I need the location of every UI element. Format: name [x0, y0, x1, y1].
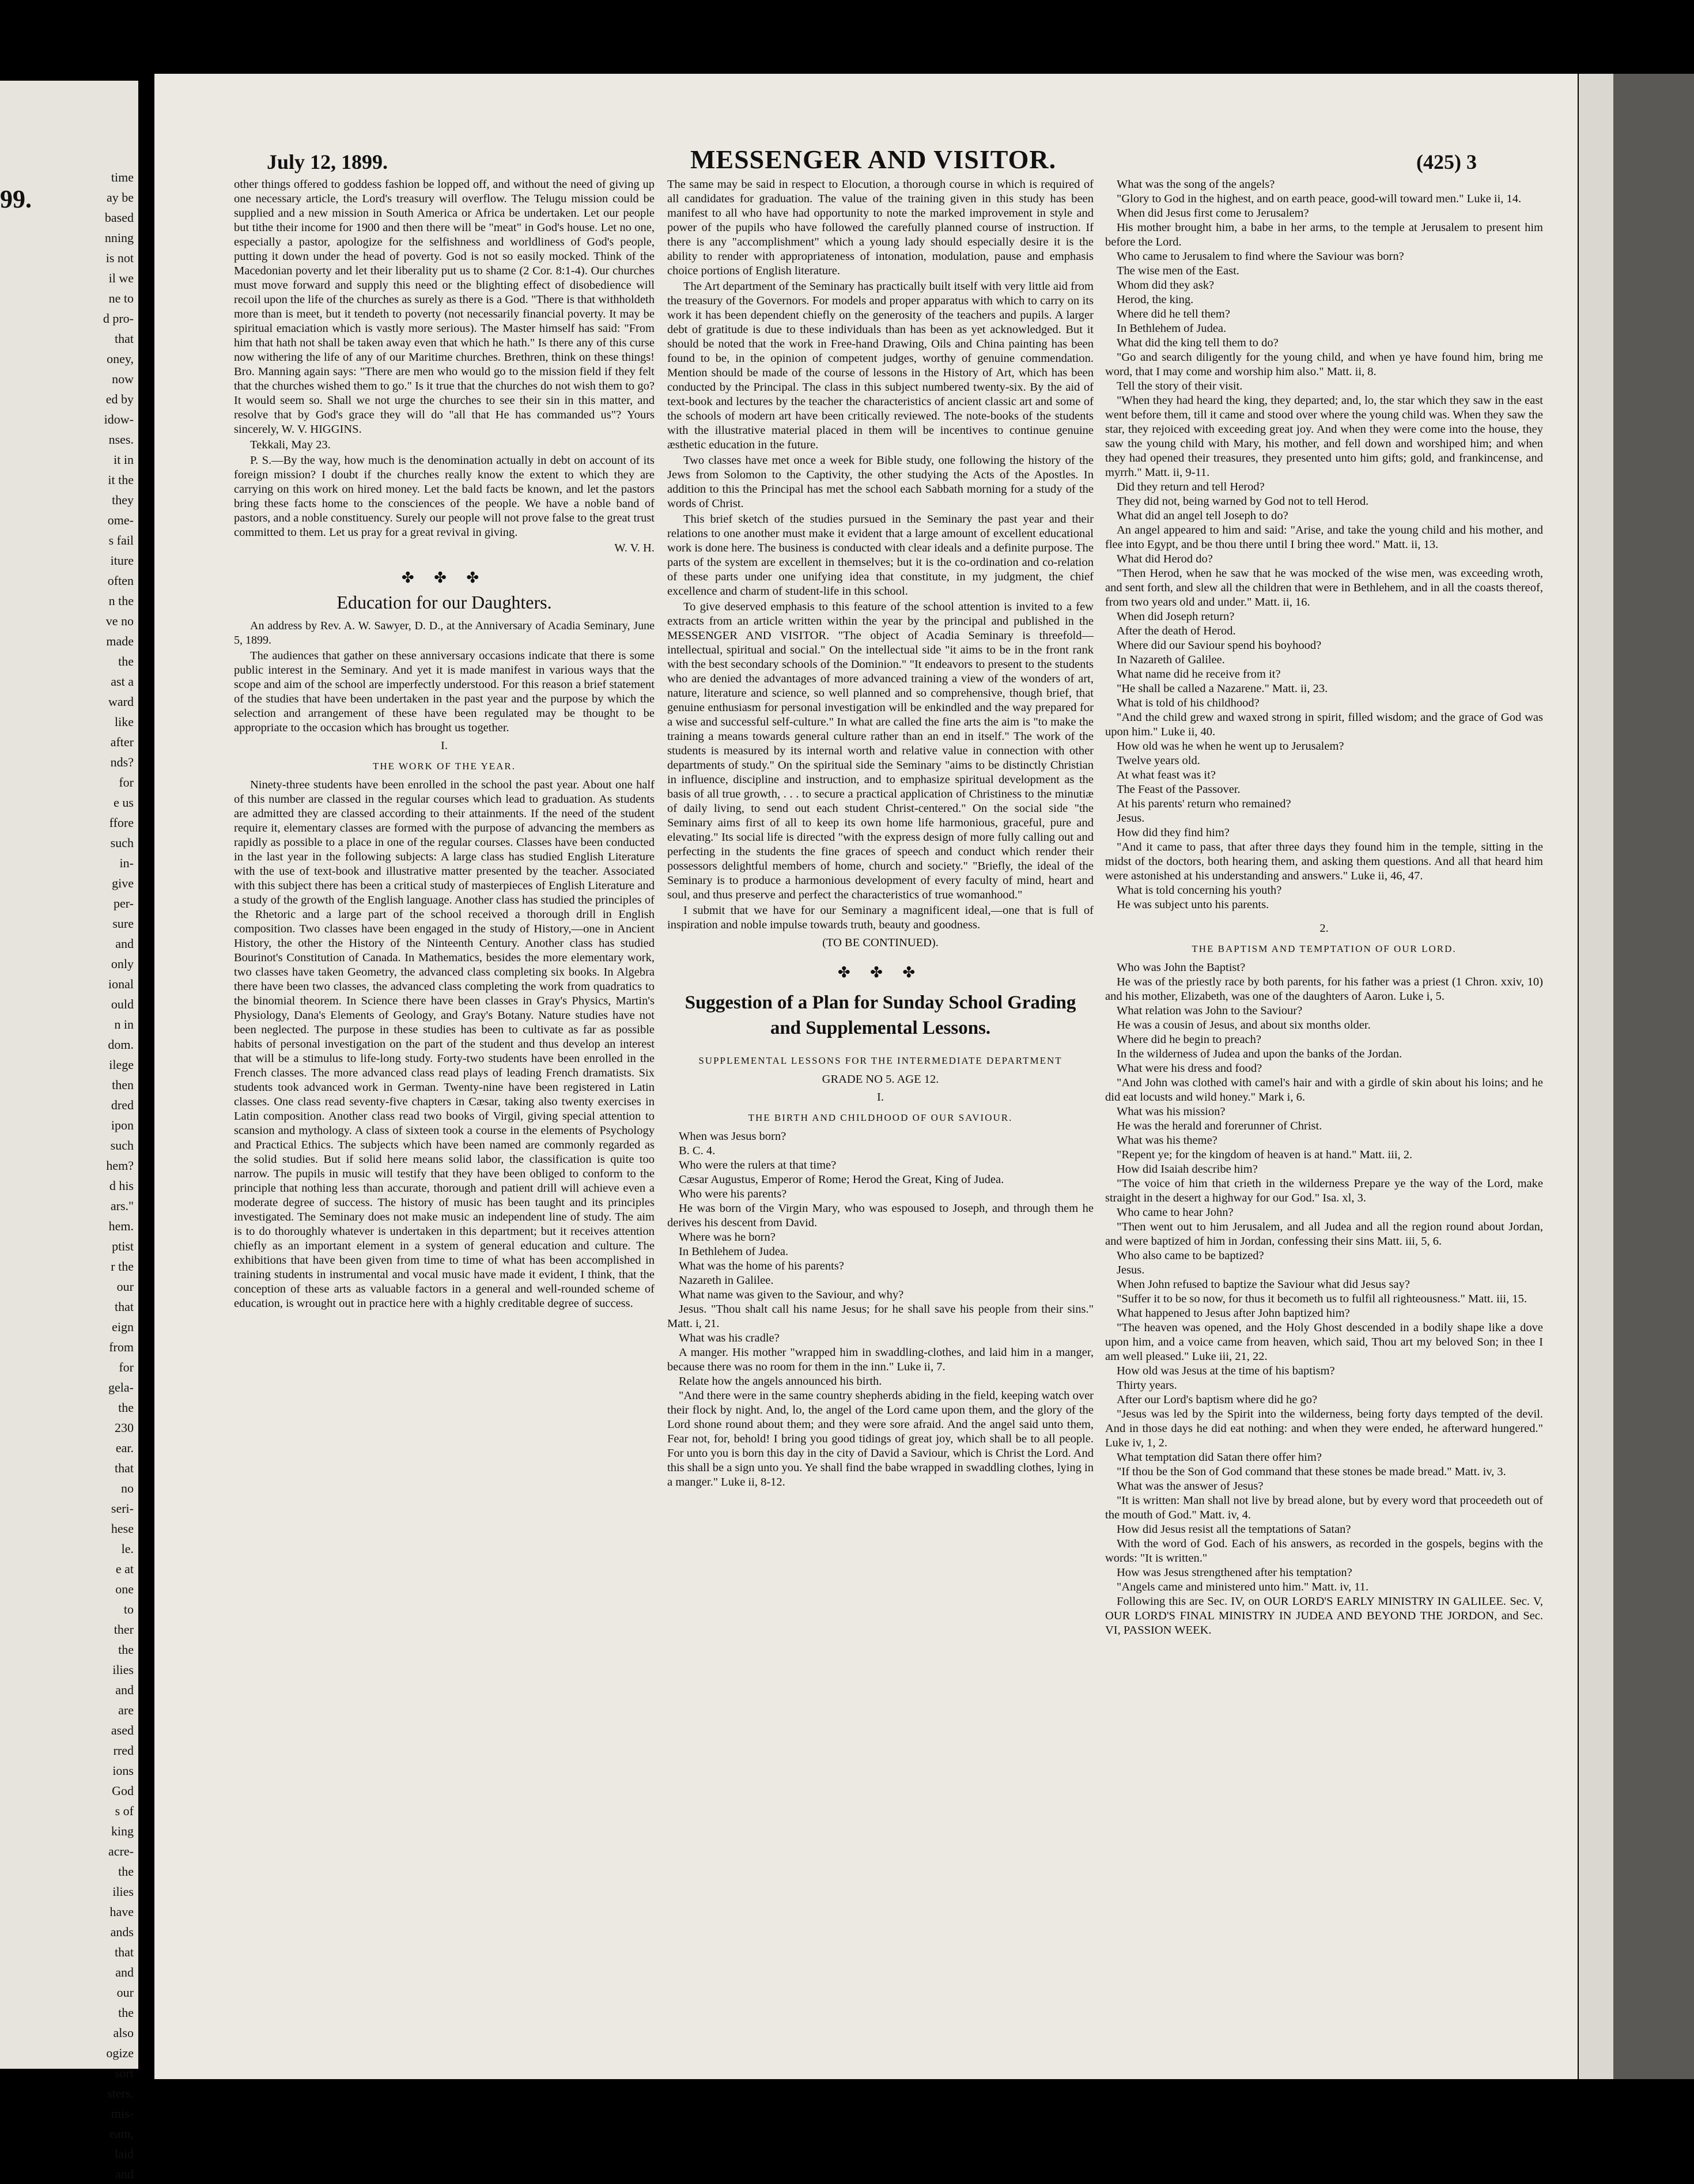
qa-line: Jesus. "Thou shalt call his name Jesus; for he shall save his people from their sins." Matt. i, 21.: [667, 1303, 1094, 1330]
qa-line: How old was Jesus at the time of his baptism?: [1117, 1365, 1335, 1377]
previous-page-line: king: [111, 1824, 134, 1838]
qa-line: Thirty years.: [1117, 1379, 1177, 1392]
qa-line: With the word of God. Each of his answers, as recorded in the gospels, begins with the words: "It is written.": [1105, 1537, 1543, 1565]
previous-page-line: s fail: [108, 533, 134, 547]
previous-page-line: n the: [108, 594, 134, 608]
qa-line: How old was he when he went up to Jerusalem?: [1117, 740, 1344, 753]
previous-page-line: ay be: [106, 190, 134, 205]
qa-line: Jesus.: [1117, 1264, 1145, 1276]
previous-page-line: such: [110, 1138, 134, 1153]
qa-line: Where did our Saviour spend his boyhood?: [1117, 639, 1322, 652]
previous-page-line: made: [106, 634, 134, 648]
previous-page-line: laid: [115, 2147, 134, 2161]
lesson-title: THE BAPTISM AND TEMPTATION OF OUR LORD.: [1192, 943, 1457, 954]
qa-line: What was the home of his parents?: [679, 1260, 844, 1272]
previous-page-line: such: [110, 836, 134, 850]
qa-line: "When they had heard the king, they departed; and, lo, the star which they saw in the east went before them, till it came and stood over where the young child was. When they saw the star, they rejoiced with exceeding great joy. And when they were come into the house, they saw the young child with Mary, his mother, and fell down and worshiped him; and when they had opened their treasures, they presented unto him gifts; gold, and frankincense, and myrrh." Matt. ii, 9-11.: [1105, 394, 1543, 479]
paragraph: The same may be said in respect to Elocution, a thorough course in which is required of all candidates for graduation. The value of the training given in this study has been manifest to all who have had opportunity to note the marked improvement in style and power of the pupils who have followed the carefully planned course of instruction. If there is any "accomplishment" which a young lady should especially desire it is the ability to render with appropriateness of intonation, modulation, pause and emphasis choice portions of English literature.: [667, 178, 1094, 277]
qa-line: Where did he begin to preach?: [1117, 1033, 1262, 1046]
qa-line: After our Lord's baptism where did he go?: [1117, 1393, 1318, 1406]
qa-line: "If thou be the Son of God command that these stones be made bread." Matt. iv, 3.: [1117, 1465, 1506, 1478]
lesson-number: 2.: [1319, 922, 1329, 935]
qa-line: In Bethlehem of Judea.: [1117, 322, 1227, 335]
previous-page-line: it the: [108, 473, 134, 487]
qa-line: When did Jesus first come to Jerusalem?: [1117, 207, 1309, 220]
qa-line: Relate how the angels announced his birth.: [679, 1375, 882, 1388]
previous-page-line: dom.: [108, 1037, 134, 1052]
qa-line: A manger. His mother "wrapped him in swaddling-clothes, and laid him in a manger, because there was no room for them in the inn." Luke ii, 7.: [667, 1346, 1094, 1373]
previous-page-line: for: [119, 1360, 134, 1374]
previous-page-line: per-: [114, 896, 134, 910]
previous-page-line: for: [119, 775, 134, 789]
qa-line: How was Jesus strengthened after his temptation?: [1117, 1566, 1352, 1579]
previous-page-line: ome-: [107, 513, 134, 527]
letter-place-date: Tekkali, May 23.: [250, 439, 331, 451]
grade-line: GRADE NO 5. AGE 12.: [822, 1073, 939, 1086]
previous-page-line: idow-: [104, 412, 134, 426]
previous-page-line: oney,: [107, 352, 134, 366]
qa-line: What did an angel tell Joseph to do?: [1117, 509, 1288, 522]
previous-page-line: hem.: [108, 1219, 134, 1233]
previous-page-line: ional: [108, 977, 134, 991]
paragraph: This brief sketch of the studies pursued in the Seminary the past year and their relations to one another must make it evident that a large amount of excellent educational work is done here. The business is conducted with clear ideals and a definite purpose. The parts of the system are excellent in themselves; but it is the co-ordination and co-relation of these parts under one unifying idea that constitute, in my judgment, the chief excellence and charm of student-life in this school.: [667, 513, 1094, 598]
column-2: [667, 177, 1094, 1490]
previous-page-line: our: [116, 1985, 134, 2000]
paragraph: Two classes have met once a week for Bible study, one following the history of the Jews from Solomon to the Captivity, the other studying the Acts of the Apostles. In addition to this the Principal has met the school each Sabbath morning for a study of the words of Christ.: [667, 454, 1094, 510]
previous-page-line: have: [109, 1905, 134, 1919]
qa-line: He was of the priestly race by both parents, for his father was a priest (1 Chron. xxiv, 10) and his mother, Elizabeth, was one of the daughters of Aaron. Luke i, 5.: [1105, 976, 1543, 1003]
qa-line: Herod, the king.: [1117, 293, 1194, 306]
column-1: [234, 177, 655, 1312]
previous-page-line: ptist: [112, 1239, 134, 1253]
qa-line: He was the herald and forerunner of Christ.: [1117, 1120, 1322, 1132]
newspaper-page: [154, 74, 1578, 2079]
qa-line: What relation was John to the Saviour?: [1117, 1004, 1303, 1017]
qa-line: "Suffer it to be so now, for thus it becometh us to fulfil all righteousness." Matt. iii, 15.: [1117, 1293, 1527, 1305]
previous-page-line: ipon: [111, 1118, 134, 1132]
section-divider: ✤ ✤ ✤: [837, 964, 924, 981]
qa-line: "And John was clothed with camel's hair and with a girdle of skin about his loins; and he did eat locusts and wild honey." Mark i, 6.: [1105, 1076, 1543, 1104]
postscript-signature: W. V. H.: [614, 542, 655, 554]
previous-page-line: hem?: [106, 1158, 134, 1173]
qa-line: In the wilderness of Judea and upon the banks of the Jordan.: [1117, 1048, 1402, 1060]
previous-page-line: d pro-: [103, 311, 134, 326]
qa-line: An angel appeared to him and said: "Arise, and take the young child and his mother, and flee into Egypt, and be thou there until I bring thee word." Matt. ii, 13.: [1105, 524, 1543, 551]
qa-line: "Jesus was led by the Spirit into the wilderness, being forty days tempted of the devil. And in those days he did eat nothing: and when they were ended, he afterward hungered." Luke iv, 1, 2.: [1105, 1408, 1543, 1449]
qa-line: What was the answer of Jesus?: [1117, 1480, 1264, 1492]
previous-page-line: il we: [108, 271, 134, 285]
qa-line: "Glory to God in the highest, and on earth peace, good-will toward men." Luke ii, 14.: [1117, 192, 1522, 205]
previous-page-line: ve no: [105, 614, 134, 628]
previous-page-line: iture: [110, 553, 134, 568]
previous-page-line: it in: [114, 452, 134, 467]
previous-page-line: and: [115, 936, 134, 951]
previous-page-line: the: [118, 1400, 134, 1415]
previous-page-line: nds?: [110, 755, 134, 769]
qa-line: "The voice of him that crieth in the wilderness Prepare ye the way of the Lord, make straight in the desert a highway for our God." Isa. xl, 3.: [1105, 1177, 1543, 1204]
qa-line: In Nazareth of Galilee.: [1117, 653, 1225, 666]
article-headline: Education for our Daughters.: [336, 592, 552, 613]
qa-line: The wise men of the East.: [1117, 265, 1239, 277]
qa-line: His mother brought him, a babe in her arms, to the temple at Jerusalem to present him before the Lord.: [1105, 221, 1543, 248]
to-be-continued: (TO BE CONTINUED).: [822, 936, 939, 949]
previous-page-line: ilege: [109, 1057, 134, 1072]
previous-page-line: sort: [115, 2066, 134, 2080]
qa-line: When John refused to baptize the Saviour what did Jesus say?: [1117, 1278, 1410, 1291]
paragraph: I submit that we have for our Seminary a magnificent ideal,—one that is full of inspiration and noble impulse towards truth, beauty and goodness.: [667, 904, 1094, 931]
previous-page-line: rred: [113, 1743, 134, 1758]
article-body: Ninety-three students have been enrolled in the school the past year. About one half of this number are classed in the regular courses which lead to graduation. As students are admitted they are classed according to their attainments. If the need of the student require it, elementary classes are formed with the purpose of advancing the members as rapidly as possible to a place in one of the regular courses. Classes have been conducted in the last year in the following subjects: A large class has studied English Literature with the use of text-book and illustrative matter presented by the teacher. Associated with this subject there has been a critical study of masterpieces of English Literature and a study of the growth of the English language. Another class has studied the principles of the Rhetoric and a large part of the school received a thorough drill in English composition. Two classes have been engaged in the study of History,—one in Ancient History, the other the History of the Ninteenth Century. Another class has studied Bourinot's Constitution of Canada. In Mathematics, besides the more elementary work, two classes have taken Geometry, the advanced class completing six books. In Algebra there have been two classes, the advanced class completing the work from quadratics to the binomial theorem. In Science there have been classes in Gray's Physics, Martin's Physiology, Dana's Elements of Geology, and Gray's Botany. Nature studies have not been neglected. The purpose in these studies has been to cultivate as far as possible habits of personal investigation on the part of the student and thus develop an interest that will be a stimulus to life-long study. Forty-two students have been enrolled in the French classes. The more advanced class read plays of leading French dramatists. Six students took advanced work in German. Twenty-nine have been registered in Latin classes. One class read seventy-five chapters in Cæsar, taking also twenty exercises in Latin composition. Another class read two books of Virgil, giving special attention to scansion and mythology. A class of sixteen took a course in the elements of Psychology and Practical Ethics. The subjects which have been named are commonly regarded as the solid studies. But if solid here means solid labor, the classification is quite too narrow. The pupils in music will testify that they have been obliged to conform to the principle that nothing less than accurate, thorough and patient drill will achieve even a moderate degree of success. The history of music has been taught and its principles investigated. The Seminary does not make music an independent line of study. The aim is to do thoroughly whatever is undertaken in this department; but it receives attention chiefly as an important element in a system of general education and culture. The exhibitions that have been given from time to time of what has been accomplished in training students in instrumental and vocal music have made it evident, I think, that the conception of these arts as valuable factors in a general and well-rounded scheme of education, is wrought out in practice here with a highly creditable degree of success.: [234, 779, 655, 1310]
qa-line: What were his dress and food?: [1117, 1062, 1262, 1075]
qa-line: He was subject unto his parents.: [1117, 898, 1269, 911]
column-3: [1105, 177, 1543, 1638]
previous-page-line: seri-: [111, 1501, 134, 1516]
article-subhead: SUPPLEMENTAL LESSONS FOR THE INTERMEDIATE DEPARTMENT: [698, 1055, 1062, 1066]
previous-page-line: ed by: [105, 392, 134, 406]
previous-page-line: ear.: [115, 1441, 134, 1455]
previous-page-line: n in: [114, 1017, 134, 1031]
previous-page-line: r the: [111, 1259, 134, 1274]
qa-line: How did Isaiah describe him?: [1117, 1163, 1258, 1176]
previous-page-line: mis-: [111, 2106, 134, 2121]
previous-page-line: d his: [109, 1178, 134, 1193]
qa-line: "And the child grew and waxed strong in spirit, filled wisdom; and the grace of God was upon him." Luke ii, 40.: [1105, 711, 1543, 738]
previous-page-line: no: [121, 1481, 134, 1495]
question-answer-list: [1105, 177, 1543, 912]
question-answer-list: [1105, 961, 1543, 1638]
previous-page-line: ions: [112, 1763, 134, 1778]
qa-line: "The heaven was opened, and the Holy Ghost descended in a bodily shape like a dove upon him, and a voice came from heaven, which said, Thou art my beloved Son; in thee I am well pleased." Luke iii, 21, 22.: [1105, 1321, 1543, 1363]
previous-page-line: are: [118, 1703, 134, 1717]
article-headline: Suggestion of a Plan for Sunday School Grading and Supplemental Lessons.: [685, 992, 1076, 1038]
previous-page-line: ne to: [108, 291, 134, 305]
qa-line: Following this are Sec. IV, on OUR LORD'S EARLY MINISTRY IN GALILEE. Sec. V, OUR LORD'S FINAL MINISTRY IN JUDEA AND BEYOND THE JORDON, and Sec. VI, PASSION WEEK.: [1105, 1595, 1543, 1637]
previous-page-line: ast a: [111, 674, 134, 689]
section-number: I.: [441, 739, 448, 752]
previous-page-line: that: [115, 1299, 134, 1314]
previous-page-line: the: [118, 2005, 134, 2020]
qa-line: Nazareth in Galilee.: [679, 1274, 774, 1287]
previous-page-line: eam,: [109, 2126, 134, 2141]
previous-page-line: and: [115, 1683, 134, 1697]
qa-line: Twelve years old.: [1117, 754, 1200, 767]
qa-line: In Bethlehem of Judea.: [679, 1245, 789, 1258]
qa-line: How did they find him?: [1117, 826, 1230, 839]
qa-line: "It is written: Man shall not live by bread alone, but by every word that proceedeth out of the mouth of God." Matt. iv, 4.: [1105, 1494, 1543, 1521]
previous-page-line: our: [116, 1279, 134, 1294]
previous-page-line: after: [110, 735, 134, 749]
previous-page-line: ward: [108, 694, 134, 709]
lesson-title: THE BIRTH AND CHILDHOOD OF OUR SAVIOUR.: [748, 1112, 1013, 1123]
previous-page-line: often: [107, 573, 134, 588]
previous-page-line: give: [112, 876, 134, 890]
previous-page-line: dred: [111, 1098, 134, 1112]
previous-page-line-ends: [103, 167, 134, 2184]
previous-page-line: nses.: [108, 432, 134, 447]
qa-line: How did Jesus resist all the temptations of Satan?: [1117, 1523, 1351, 1536]
qa-line: What was his mission?: [1117, 1105, 1226, 1118]
previous-page-line: ased: [111, 1723, 134, 1737]
previous-page-line: s of: [115, 1804, 134, 1818]
qa-line: Where was he born?: [679, 1231, 776, 1244]
qa-line: When was Jesus born?: [679, 1130, 786, 1143]
qa-line: When did Joseph return?: [1117, 610, 1235, 623]
section-title: THE WORK OF THE YEAR.: [372, 761, 516, 772]
postscript: P. S.—By the way, how much is the denomination actually in debt on account of its foreign mission? I doubt if the churches really know the extent to which they are carrying on this work on hired money. Let the bald facts be known, and let the pastors bring these facts home to the consciences of the people. We have a noble band of pastors, and a noble constituency. Surely our people will not prove false to the great trust committed to them. Let us pray for a great revival in giving.: [234, 454, 655, 539]
previous-page-line: ands: [110, 1925, 134, 1939]
qa-line: Who came to hear John?: [1117, 1206, 1234, 1219]
article-intro: The audiences that gather on these anniversary occasions indicate that there is some public interest in the Seminary. And yet it is made manifest in various ways that the scope and aim of the school are imperfectly understood. For this reason a brief statement of the studies that have been undertaken in the past year and the purpose by which the selection and arrangement of these have been regulated may be thought to be appropriate to the occasion which has brought us together.: [234, 649, 655, 734]
qa-line: Who were his parents?: [679, 1188, 787, 1200]
question-answer-list: [667, 1129, 1094, 1490]
qa-line: At what feast was it?: [1117, 769, 1216, 781]
previous-page-number: 99.: [0, 185, 32, 213]
previous-page-line: eign: [112, 1320, 134, 1334]
previous-page-line: is not: [105, 251, 134, 265]
qa-line: B. C. 4.: [679, 1144, 716, 1157]
previous-page-line: and: [115, 2167, 134, 2181]
qa-line: "Repent ye; for the kingdom of heaven is at hand." Matt. iii, 2.: [1117, 1148, 1413, 1161]
section-divider: ✤ ✤ ✤: [401, 569, 487, 586]
qa-line: Who was John the Baptist?: [1117, 961, 1246, 974]
previous-page-line: ogize: [106, 2046, 134, 2060]
previous-page-line: the: [118, 1864, 134, 1879]
previous-page-line: that: [115, 1945, 134, 1959]
previous-page-line: the: [118, 654, 134, 668]
previous-page-line: like: [115, 715, 134, 729]
qa-line: "Then went out to him Jerusalem, and all Judea and all the region round about Jordan, and were baptized of him in Jordan, confessing their sins Matt. iii, 5, 6.: [1105, 1221, 1543, 1248]
previous-page-line: only: [111, 957, 134, 971]
qa-line: What is told concerning his youth?: [1117, 884, 1282, 897]
qa-line: Jesus.: [1117, 812, 1145, 825]
letter-body: other things offered to goddess fashion be lopped off, and without the need of giving up one necessary article, the Lord's treasury will overflow. The Telugu mission could be supplied and a new mission in South America or Africa be undertaken. Let our people but tithe their income for 1900 and then there will be "meat" in God's house. Let no one, especially a pastor, apologize for the selfishness and worldliness of God's people, putting it down under the head of poverty. God is not so easily mocked. Think of the Macedonian poverty and let their liberality put us to shame (2 Cor. 8:1-4). Our churches must move forward and supply this need or the blighting effect of disobedience will recoil upon the life of the churches as surely as there is a God. "There is that withholdeth more than is meet, but it tendeth to poverty (not necessarily financial poverty. It may be spiritual emaciation which is vastly more serious). The Master himself has said: "From him that hath not shall be taken away even that which he hath." Is there any of this curse now withering the life of any of our Maritime churches. Brethren, think on these things! Bro. Manning again says: "There are men who would go to the mission field if they felt that the churches wished them to go." Is it true that the churches do not wish them to go? It would seem so. Shall we not urge the churches to see their sin in this matter, and resolve that by God's grace they will do "all that He has commanded us"? Yours sincerely, W. V. HIGGINS.: [234, 178, 655, 436]
article-byline: An address by Rev. A. W. Sawyer, D. D., at the Anniversary of Acadia Seminary, June 5, 1899.: [234, 619, 655, 647]
previous-page-line: from: [109, 1340, 134, 1354]
qa-line: Who also came to be baptized?: [1117, 1249, 1264, 1262]
issue-date: July 12, 1899.: [267, 150, 388, 173]
previous-page-line: ilies: [112, 1884, 134, 1899]
previous-page-line: that: [115, 331, 134, 346]
qa-line: "Angels came and ministered unto him." Matt. iv, 11.: [1117, 1581, 1369, 1593]
qa-line: What is told of his childhood?: [1117, 697, 1260, 709]
previous-page-line: to: [123, 1602, 134, 1616]
qa-line: What was the song of the angels?: [1117, 178, 1275, 191]
qa-line: What was his theme?: [1117, 1134, 1217, 1147]
previous-page-line: nning: [104, 231, 134, 245]
qa-line: "He shall be called a Nazarene." Matt. ii, 23.: [1117, 682, 1328, 695]
qa-line: Whom did they ask?: [1117, 279, 1215, 292]
qa-line: What name did he receive from it?: [1117, 668, 1281, 681]
qa-line: "And it came to pass, that after three days they found him in the temple, sitting in the midst of the doctors, both hearing them, and asking them questions. And all that heard him were astonished at his understanding and answers." Luke ii, 46, 47.: [1105, 841, 1543, 882]
paragraph: To give deserved emphasis to this feature of the school attention is invited to a few extracts from an article written within the year by the principal and published in the MESSENGER AND VISITOR. "The object of Acadia Seminary is threefold—intellectual, spiritual and social." On the intellectual side "it aims to be in the front rank with the best secondary schools of the Dominion." "It endeavors to present to the students who are denied the advantages of more advanced training a view of the wonders of art, nature, literature and science, so well planned and so comprehensive, though brief, that genuine enthusiasm for personal investigation will be enkindled and the way prepared for a wise and successful self-culture." In what are called the fine arts the aim is "to make the training a means towards general culture rather than an end in itself." The work of the students is measured by its internal worth and relative value in connection with other departments of study." On the spiritual side the Seminary "aims to be distinctly Christian in influence, discipline and instruction, and to emphasize spiritual development as the basis of all true growth, . . . to secure a practical application of Christiness to the minutiæ of daily living, to send out each student Christ-centered." On the social side "the Seminary aims first of all to keep its own home life harmonious, graceful, pure and elevating." Its social life is directed "with the express design of more fully calling out and perfecting in the students the fine graces of speech and conduct which render their possessors delightful members of home, church and society." "Briefly, the ideal of the Seminary is to produce a harmonious development of every faculty of mind, heart and soul, and thus preserve and perfect the characteristics of true womanhood.": [667, 600, 1094, 901]
qa-line: "And there were in the same country shepherds abiding in the field, keeping watch over their flock by night. And, lo, the angel of the Lord came upon them, and the glory of the Lord shone round about them; and they were sore afraid. And the angel said unto them, Fear not, for, behold! I bring you good tidings of great joy, which shall be to all people. For unto you is born this day in the city of David a Saviour, which is Christ the Lord. And this shall be a sign unto you. Ye shall find the babe wrapped in swaddling clothes, lying in a manger." Luke ii, 8-12.: [667, 1389, 1094, 1488]
previous-page-line: they: [112, 493, 134, 507]
qa-line: What temptation did Satan there offer him?: [1117, 1451, 1322, 1464]
previous-page-line: ffore: [109, 815, 134, 830]
previous-page-line: time: [111, 170, 134, 184]
previous-page-line: acre-: [108, 1844, 134, 1858]
qa-line: The Feast of the Passover.: [1117, 783, 1241, 796]
previous-page-line: based: [104, 210, 134, 225]
qa-line: They did not, being warned by God not to tell Herod.: [1117, 495, 1369, 508]
qa-line: Cæsar Augustus, Emperor of Rome; Herod the Great, King of Judea.: [679, 1173, 1004, 1186]
previous-page-line: one: [115, 1582, 134, 1596]
qa-line: At his parents' return who remained?: [1117, 798, 1291, 810]
qa-line: "Go and search diligently for the young child, and when ye have found him, bring me word, that I may come and worship him also." Matt. ii, 8.: [1105, 351, 1543, 378]
previous-page-line: sters.: [107, 2086, 134, 2100]
qa-line: He was a cousin of Jesus, and about six months older.: [1117, 1019, 1371, 1031]
paragraph: The Art department of the Seminary has practically built itself with very little aid from the treasury of the Governors. For models and proper apparatus with which to carry on its work it has been dependent chiefly on the generosity of the teachers and pupils. A larger debt of gratitude is due to these individuals than has been as yet acknowledged. But it should be noted that the work in Free-hand Drawing, Oils and China painting has been found to be, in the opinion of competent judges, worthy of genuine commendation. Mention should be made of the course of lessons in the History of Art, which has been conducted by the Principal. The class in this subject numbered twenty-six. By the aid of text-book and lectures by the teacher the characteristics of ancient classic art and some of the schools of modern art have been critically reviewed. The note-books of the students with the illustrative material placed in them will be incentives to continue genuine æsthetic education in the future.: [667, 280, 1094, 451]
previous-page-edge: [0, 81, 138, 2181]
qa-line: "Then Herod, when he saw that he was mocked of the wise men, was exceeding wroth, and sent forth, and slew all the children that were in Bethlehem, and in all the coasts thereof, from two years old and under." Matt. ii, 16.: [1105, 567, 1543, 609]
qa-line: Who were the rulers at that time?: [679, 1159, 837, 1172]
previous-page-line: ther: [114, 1622, 134, 1637]
previous-page-line: that: [115, 1461, 134, 1475]
previous-page-line: hese: [111, 1521, 134, 1536]
masthead: MESSENGER AND VISITOR.: [690, 145, 1057, 174]
previous-page-line: e at: [115, 1562, 134, 1576]
previous-page-line: ars.": [110, 1199, 134, 1213]
previous-page-line: God: [112, 1784, 134, 1798]
previous-page-line: the: [118, 1642, 134, 1657]
qa-line: What happened to Jesus after John baptized him?: [1117, 1307, 1350, 1320]
qa-line: What was his cradle?: [679, 1332, 780, 1344]
qa-line: He was born of the Virgin Mary, who was espoused to Joseph, and through them he derives his descent from David.: [667, 1202, 1094, 1229]
previous-page-line: also: [113, 2026, 134, 2040]
qa-line: What name was given to the Saviour, and why?: [679, 1289, 904, 1301]
qa-line: Tell the story of their visit.: [1117, 380, 1243, 392]
previous-page-line: now: [112, 372, 134, 386]
page-number: (425) 3: [1416, 150, 1477, 173]
previous-page-line: 230: [115, 1420, 134, 1435]
page-edge: [1579, 74, 1613, 2079]
previous-page-line: and: [115, 1965, 134, 1979]
previous-page-line: in-: [119, 856, 134, 870]
previous-page-line: ould: [111, 997, 134, 1011]
previous-page-line: then: [112, 1078, 134, 1092]
qa-line: Did they return and tell Herod?: [1117, 481, 1265, 493]
qa-line: Who came to Jerusalem to find where the Saviour was born?: [1117, 250, 1404, 263]
book-spine: [1613, 74, 1694, 2079]
qa-line: Where did he tell them?: [1117, 308, 1230, 320]
previous-page-line: sure: [112, 916, 134, 931]
qa-line: After the death of Herod.: [1117, 625, 1236, 637]
previous-page-line: gela-: [108, 1380, 134, 1395]
previous-page-line: e us: [114, 795, 134, 810]
lesson-number: I.: [877, 1091, 884, 1104]
qa-line: What did Herod do?: [1117, 553, 1213, 565]
previous-page-line: le.: [121, 1541, 134, 1556]
previous-page-line: ilies: [112, 1662, 134, 1677]
qa-line: What did the king tell them to do?: [1117, 337, 1279, 349]
